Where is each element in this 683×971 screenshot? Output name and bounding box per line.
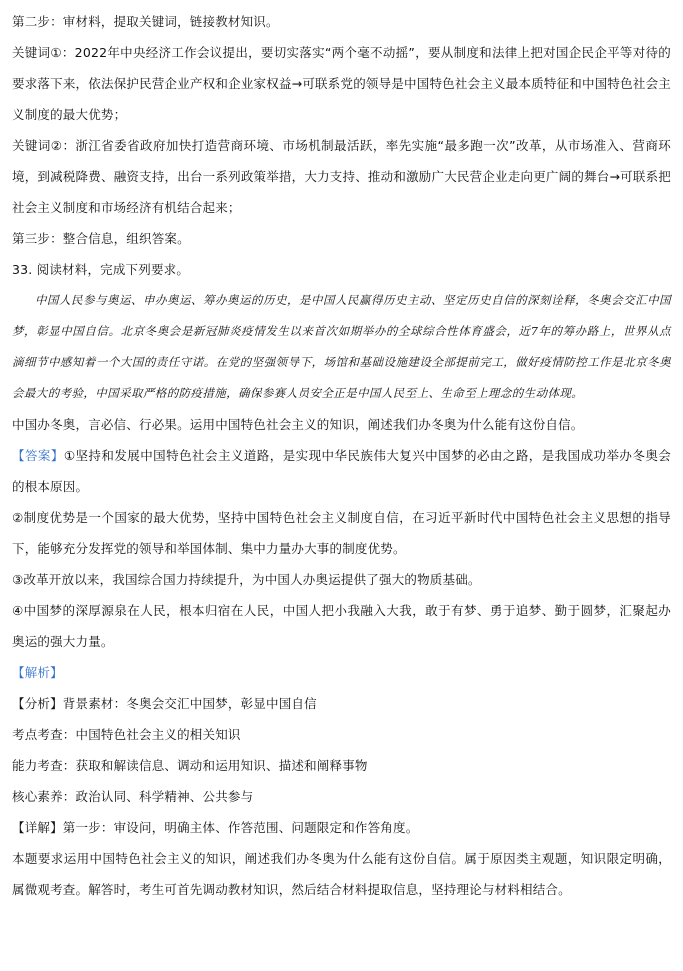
reading-material: 中国人民参与奥运、申办奥运、筹办奥运的历史，是中国人民赢得历史主动、坚定历史自信的深刻诠释，冬奥会交汇中国梦，彰显中国自信。北京冬奥会是新冠肺炎疫情发生以来首次如期举办的全球综合性体育盛会，近7年的筹办路上，世界从点滴细节中感知着一个大国的责任守诺。在党的坚强领导下，场馆和基础设施建设全部提前完工，做好疫情防控工作是北京冬奥会最大的考验，中国采取严格的防疫措施，确保参赛人员安全正是中国人民至上、生命至上理念的生动体现。 xyxy=(12,293,671,400)
detail-step-one: 【详解】第一步：审设问，明确主体、作答范围、问题限定和作答角度。 xyxy=(12,820,419,835)
answer-point-1-text: ①坚持和发展中国特色社会主义道路，是实现中华民族伟大复兴中国梦的必由之路，是我国成功举办冬奥会的根本原因。 xyxy=(12,448,671,494)
step-two-heading: 第二步：审材料，提取关键词，链接教材知识。 xyxy=(12,14,279,29)
answer-point-3: ③改革开放以来，我国综合国力持续提升，为中国人办奥运提供了强大的物质基础。 xyxy=(12,572,481,587)
answer-point-2: ②制度优势是一个国家的最大优势，坚持中国特色社会主义制度自信，在习近平新时代中国特色社会主义思想的指导下，能够充分发挥党的领导和举国体制、集中力量办大事的制度优势。 xyxy=(12,510,671,556)
analysis-core-literacy: 核心素养：政治认同、科学精神、公共参与 xyxy=(12,789,254,804)
keyword-two-paragraph: 关键词②：浙江省委省政府加快打造营商环境、市场机制最活跃，率先实施“最多跑一次”改革，从市场准入、营商环境，到减税降费、融资支持，出台一系列政策举措，大力支持、推动和激励广大民营企业走向更广阔的舞台→可联系把社会主义制度和市场经济有机结合起来； xyxy=(12,138,671,215)
question-33-requirement: 中国办冬奥，言必信、行必果。运用中国特色社会主义的知识，阐述我们办冬奥为什么能有这份自信。 xyxy=(12,417,584,432)
answer-point-1 xyxy=(12,440,671,502)
analysis-tag: 【解析】 xyxy=(12,665,63,680)
keyword-one-paragraph: 关键词①：2022年中央经济工作会议提出，要切实落实“两个毫不动摇”，要从制度和法律上把对国企民企平等对待的要求落下来，依法保护民营企业产权和企业家权益→可联系党的领导是中国特色社会主义最本质特征和中国特色社会主义制度的最大优势； xyxy=(12,45,671,122)
step-three-heading: 第三步：整合信息，组织答案。 xyxy=(12,231,190,246)
analysis-heading xyxy=(12,657,671,688)
analysis-exam-point: 考点考查：中国特色社会主义的相关知识 xyxy=(12,727,241,742)
analysis-background: 【分析】背景素材：冬奥会交汇中国梦，彰显中国自信 xyxy=(12,696,317,711)
answer-point-4: ④中国梦的深厚源泉在人民，根本归宿在人民，中国人把小我融入大我，敢于有梦、勇于追梦、勤于圆梦，汇聚起办奥运的强大力量。 xyxy=(12,603,671,649)
question-33-prompt: 33. 阅读材料，完成下列要求。 xyxy=(12,262,190,277)
answer-tag: 【答案】 xyxy=(12,448,64,463)
analysis-ability: 能力考查：获取和解读信息、调动和运用知识、描述和阐释事物 xyxy=(12,758,368,773)
detail-explanation: 本题要求运用中国特色社会主义的知识，阐述我们办冬奥为什么能有这份自信。属于原因类主观题，知识限定明确，属微观考查。解答时，考生可首先调动教材知识，然后结合材料提取信息，坚持理论与材料相结合。 xyxy=(12,851,671,897)
